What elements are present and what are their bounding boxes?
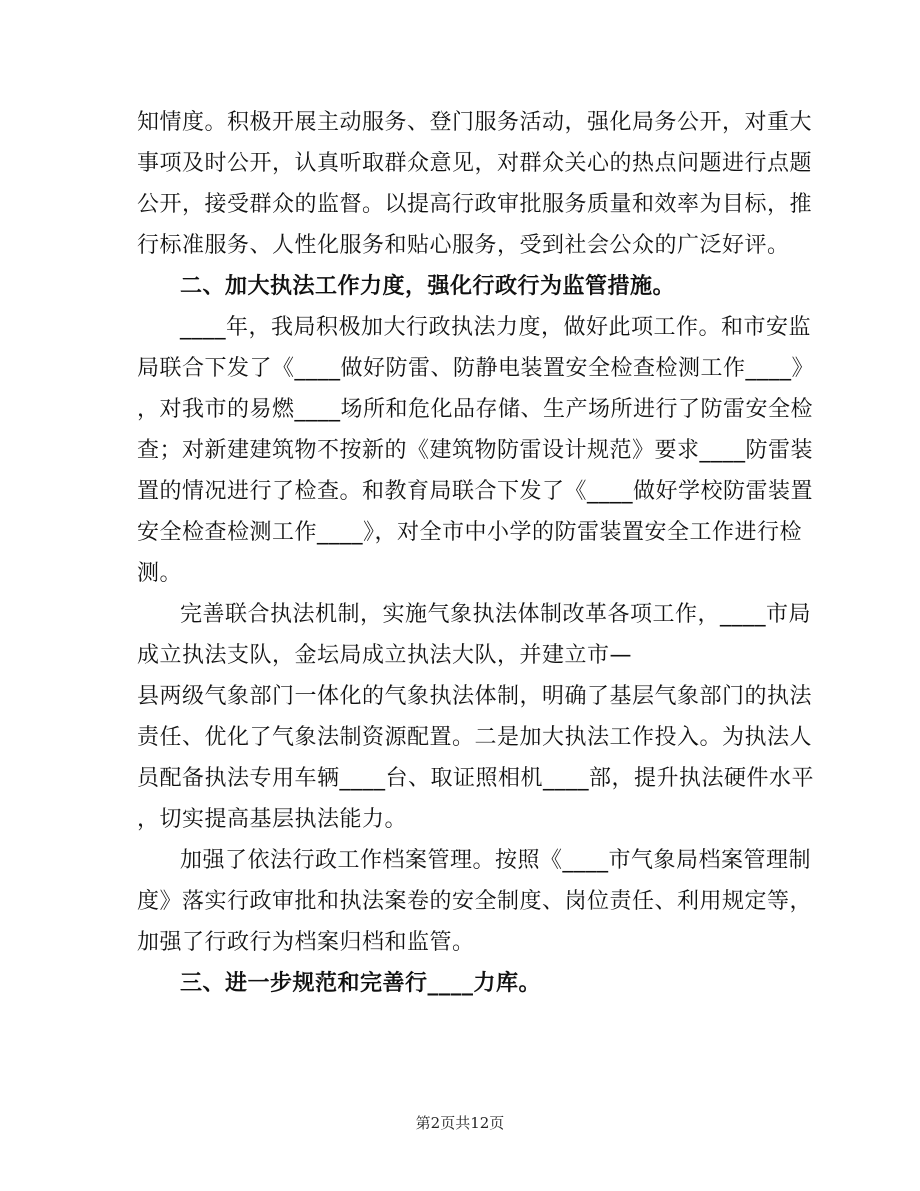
paragraph-line: 置的情况进行了检查。和教育局联合下发了《____做好学校防雷装置 — [137, 479, 814, 504]
section-heading: 二、加大执法工作力度，强化行政行为监管措施。 — [180, 274, 676, 299]
paragraph-line: 加强了行政行为档案归档和监管。 — [137, 930, 475, 955]
paragraph-line: 县两级气象部门一体化的气象执法体制，明确了基层气象部门的执法 — [137, 684, 813, 709]
paragraph-line: 事项及时公开，认真听取群众意见，对群众关心的热点问题进行点题 — [137, 151, 813, 176]
paragraph-line: 查；对新建建筑物不按新的《建筑物防雷设计规范》要求____防雷装 — [137, 438, 814, 463]
paragraph-line: ，切实提高基层执法能力。 — [137, 807, 408, 832]
paragraph-line: ____年，我局积极加大行政执法力度，做好此项工作。和市安监 — [180, 315, 812, 340]
paragraph-line: 度》落实行政审批和执法案卷的安全制度、岗位责任、利用规定等， — [137, 889, 813, 914]
paragraph-line: 测。 — [137, 561, 183, 586]
paragraph-line: 安全检查检测工作____》，对全市中小学的防雷装置安全工作进行检 — [137, 520, 803, 545]
paragraph-line: 员配备执法专用车辆____台、取证照相机____部，提升执法硬件水平 — [137, 766, 815, 791]
paragraph-line: 知情度。积极开展主动服务、登门服务活动，强化局务公开，对重大 — [137, 110, 813, 135]
paragraph-line: 行标准服务、人性化服务和贴心服务，受到社会公众的广泛好评。 — [137, 233, 790, 258]
page-footer: 第2页共12页 — [415, 1114, 505, 1132]
paragraph-line: 局联合下发了《____做好防雷、防静电装置安全检查检测工作____》 — [137, 356, 815, 381]
paragraph-line: 责任、优化了气象法制资源配置。二是加大执法工作投入。为执法人 — [137, 725, 813, 750]
section-heading: 三、进一步规范和完善行____力库。 — [180, 971, 542, 996]
paragraph-line: 公开，接受群众的监督。以提高行政审批服务质量和效率为目标，推 — [137, 192, 813, 217]
paragraph-line: 完善联合执法机制，实施气象执法体制改革各项工作，____市局 — [180, 602, 812, 627]
paragraph-line: ，对我市的易燃____场所和危化品存储、生产场所进行了防雷安全检 — [137, 397, 814, 422]
paragraph-line: 加强了依法行政工作档案管理。按照《____市气象局档案管理制 — [180, 848, 812, 873]
paragraph-line: 成立执法支队，金坛局成立执法大队，并建立市— — [137, 643, 633, 668]
